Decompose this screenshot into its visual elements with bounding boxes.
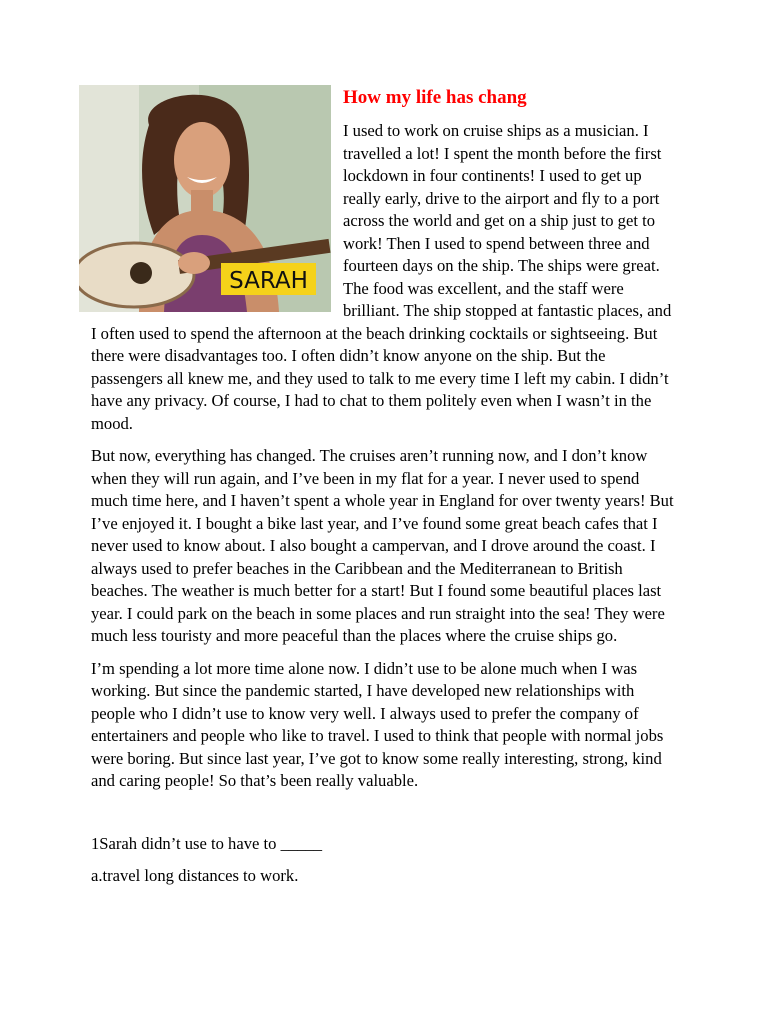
article-paragraph-2: But now, everything has changed. The cruises aren’t running now, and I don’t know when they will run again, and I’ve been in my flat for a year. I never used to spend much time here, and I haven’t spent a whole year in England for over twenty years! But I’ve enjoyed it. I bought a bike last year, and I’ve found some great beach cafes that I never used to know about. I also bought a campervan, and I drove around the coast. I always used to prefer beaches in the Caribbean and the Mediterranean to British beaches. The weather is much better for a start! But I found some beautiful places last year. I could park on the beach in some places and run straight into the sea! They were much less touristy and more peaceful than the places where the cruise ships go. <box>91 446 674 645</box>
sarah-photo <box>79 85 331 312</box>
article-paragraph-1: I used to work on cruise ships as a musician. I travelled a lot! I spent the month before the first lockdown in four continents! I used to get up really early, drive to the airport and fly to a port across the world and get on a ship just to get to work! Then I used to spend between three and fourteen days on the ship. The ships were great. The food was excellent, and the staff were brilliant. The ship stopped at fantastic places, and I often used to spend the afternoon at the beach drinking cocktails or sightseeing. But there were disadvantages too. I often didn’t know anyone on the ship. But the passengers all knew me, and they used to talk to me every time I left my cabin. I didn’t have any privacy. Of course, I had to chat to them politely even when I wasn’t in the mood. <box>91 121 672 433</box>
question-option-a: a.travel long distances to work. <box>91 866 299 885</box>
question-prompt: 1Sarah didn’t use to have to _____ <box>91 833 323 853</box>
article-title: How my life has chang <box>343 87 527 108</box>
article-paragraph-3: I’m spending a lot more time alone now. I didn’t use to be alone much when I was working. But since the pandemic started, I have developed new relationships with people who I didn’t use to know very well. I always used to prefer the company of entertainers and people who like to travel. I used to think that people with normal jobs were boring. But since last year, I’ve got to know some really interesting, strong, kind and caring people! So that’s been really valuable. <box>91 658 664 790</box>
document-page <box>91 85 677 898</box>
photo-label: SARAH <box>229 268 308 294</box>
